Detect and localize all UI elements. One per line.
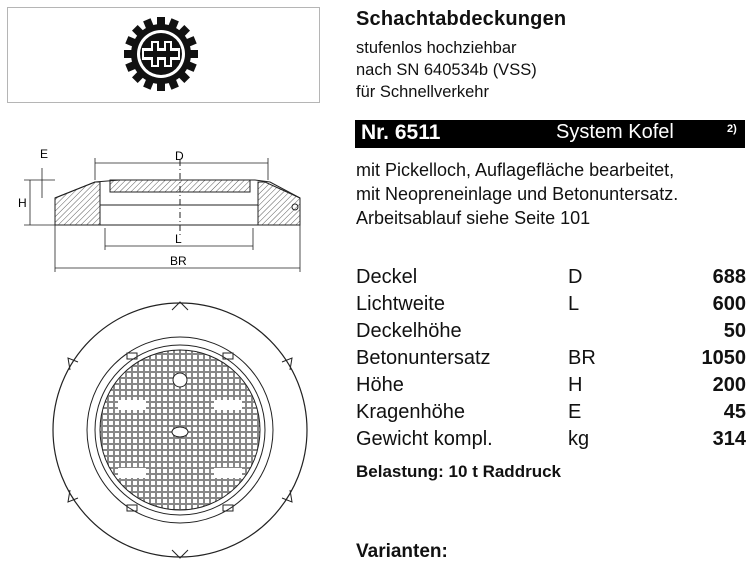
subtitle-line: stufenlos hochziehbar [356,39,517,57]
product-bar [355,120,745,148]
spec-symbol: kg [568,428,590,450]
spec-label: Betonuntersatz [356,347,491,369]
spec-row [356,266,746,293]
description-line: mit Neopreneinlage und Betonuntersatz. [356,184,679,204]
specs-table [356,266,746,455]
spec-value: 200 [712,374,746,396]
spec-symbol: L [568,293,580,315]
product-system: System Kofel [556,121,674,143]
product-description [356,158,678,230]
spec-value: 688 [712,266,746,288]
spec-row [356,347,746,374]
spec-label: Kragenhöhe [356,401,465,423]
spec-value: 45 [723,401,746,423]
spec-symbol: E [568,401,582,423]
spec-label: Lichtweite [356,293,445,315]
technical-drawing [0,140,340,559]
gear-logo-icon [8,8,321,104]
description-line: Arbeitsablauf siehe Seite 101 [356,208,591,228]
spec-value: 50 [723,320,746,342]
spec-value: 314 [712,428,746,450]
variants-heading: Varianten: [356,541,448,562]
load-rating: Belastung: 10 t Raddruck [356,462,561,481]
page-title: Schachtabdeckungen [356,8,567,30]
spec-symbol: D [568,266,583,288]
spec-symbol: BR [568,347,596,369]
description-line: mit Pickelloch, Auflagefläche bearbeitet, [356,160,675,180]
spec-label: Deckelhöhe [356,320,462,342]
gear-tooth [124,50,134,58]
subtitle-line: nach SN 640534b (VSS) [356,61,537,79]
product-number: Nr. 6511 [361,121,441,144]
subtitle-line: für Schnellverkehr [356,83,489,101]
gear-tooth [188,50,198,58]
spec-value: 600 [712,293,746,315]
spec-label: Deckel [356,266,418,288]
spec-row [356,374,746,401]
company-logo [7,7,320,103]
dim-label-l: L [175,232,182,246]
spec-label: Gewicht kompl. [356,428,493,450]
spec-row [356,320,746,347]
gear-tooth [157,81,165,91]
dim-label-d: D [175,149,184,163]
footnote-marker: 2) [727,123,737,135]
section-view [55,160,300,235]
dim-label-e: E [40,147,49,161]
dim-label-br: BR [170,254,187,268]
plan-view [53,302,307,558]
spec-row [356,428,746,455]
dim-label-h: H [18,196,27,210]
spec-label: Höhe [356,374,404,396]
spec-symbol: H [568,374,583,396]
gear-tooth [157,17,165,27]
spec-row [356,401,746,428]
spec-row [356,293,746,320]
spec-value: 1050 [701,347,746,369]
